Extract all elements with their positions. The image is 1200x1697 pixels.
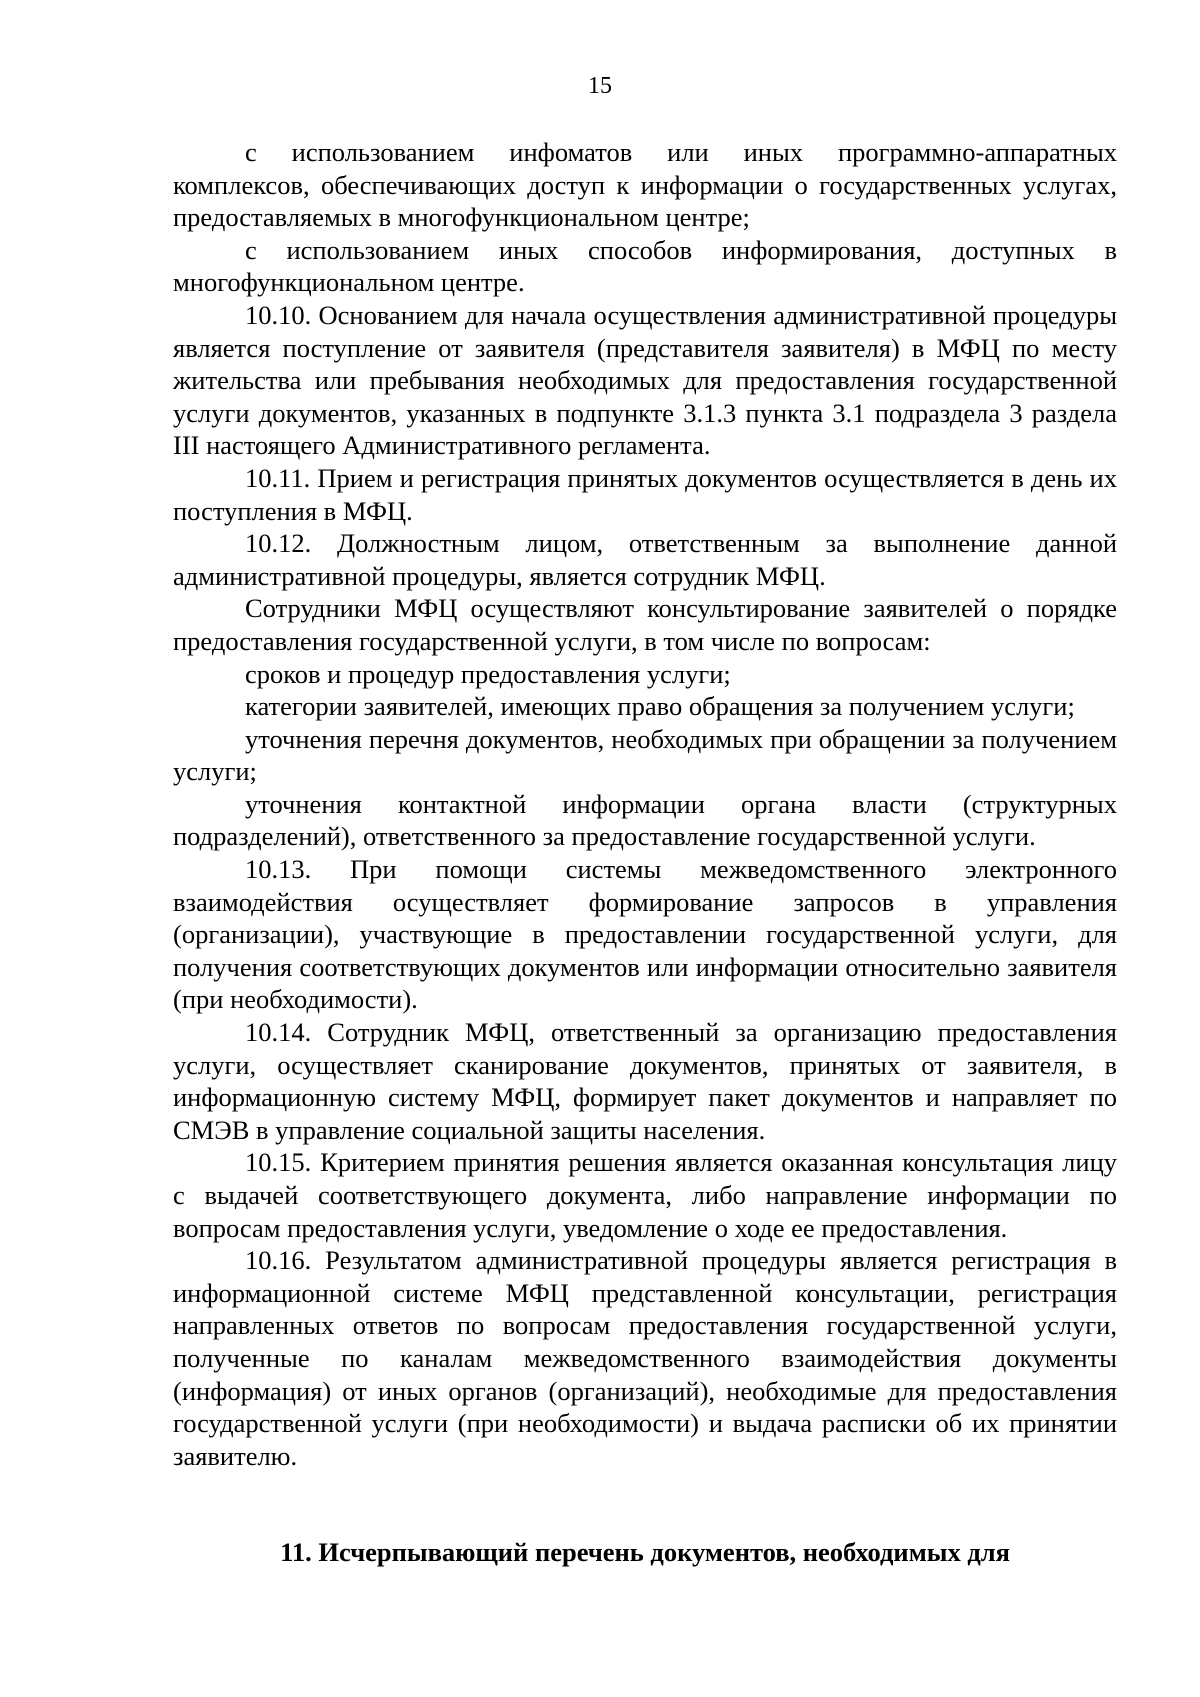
list-item-contacts: уточнения контактной информации органа власти (структурных подразделений), ответственного за предоставление государственной услуги. xyxy=(173,788,1117,852)
paragraph-10-12: 10.12. Должностным лицом, ответственным за выполнение данной административной процедуры, является сотрудник МФЦ. xyxy=(173,528,1117,591)
list-item-deadlines: сроков и процедур предоставления услуги; xyxy=(245,658,731,689)
paragraph-infomats: с использованием инфоматов или иных программно-аппаратных комплексов, обеспечивающих доступ к информации о государственных услугах, предоставляемых в многофункциональном центре; xyxy=(173,137,1117,233)
paragraph-other-methods: с использованием иных способов информирования, доступных в многофункциональном центре. xyxy=(173,234,1117,298)
paragraph-10-16: 10.16. Результатом административной процедуры является регистрация в информационной системе МФЦ представленной консультации, регистрация направленных ответов по вопросам предоставления государственной услуги, полученные по каналам межведомственного взаимодействия документы (информация) от иных органов (организаций), необходимые для предоставления государственной услуги (при необходимости) и выдача расписки об их принятии заявителю. xyxy=(173,1245,1117,1471)
paragraph-10-15: 10.15. Критерием принятия решения является оказанная консультация лицу с выдачей соответствующего документа, либо направление информации по вопросам предоставления услуги, уведомление о ходе ее предоставления. xyxy=(173,1147,1117,1243)
paragraph-consulting: Сотрудники МФЦ осуществляют консультирование заявителей о порядке предоставления государственной услуги, в том числе по вопросам: xyxy=(173,593,1117,656)
paragraph-10-13: 10.13. При помощи системы межведомственного электронного взаимодействия осуществляет формирование запросов в управления (организации), участвующие в предоставлении государственной услуги, для получения соответствующих документов или информации относительно заявителя (при необходимости). xyxy=(173,854,1117,1015)
page-number: 15 xyxy=(588,73,612,99)
section-heading: 11. Исчерпывающий перечень документов, необходимых для xyxy=(280,1537,1010,1567)
list-item-documents: уточнения перечня документов, необходимых при обращении за получением услуги; xyxy=(173,723,1117,787)
list-item-categories: категории заявителей, имеющих право обращения за получением услуги; xyxy=(245,691,1075,722)
paragraph-10-11: 10.11. Прием и регистрация принятых документов осуществляется в день их поступления в МФЦ. xyxy=(173,462,1117,526)
paragraph-10-14: 10.14. Сотрудник МФЦ, ответственный за организацию предоставления услуги, осуществляет сканирование документов, принятых от заявителя, в информационную систему МФЦ, формирует пакет документов и направляет по СМЭВ в управление социальной защиты населения. xyxy=(173,1017,1117,1145)
paragraph-10-10: 10.10. Основанием для начала осуществления административной процедуры является поступление от заявителя (представителя заявителя) в МФЦ по месту жительства или пребывания необходимых для предоставления государственной услуги документов, указанных в подпункте 3.1.3 пункта 3.1 подраздела 3 раздела III настоящего Административного регламента. xyxy=(173,299,1117,461)
body-text xyxy=(173,136,1117,1472)
